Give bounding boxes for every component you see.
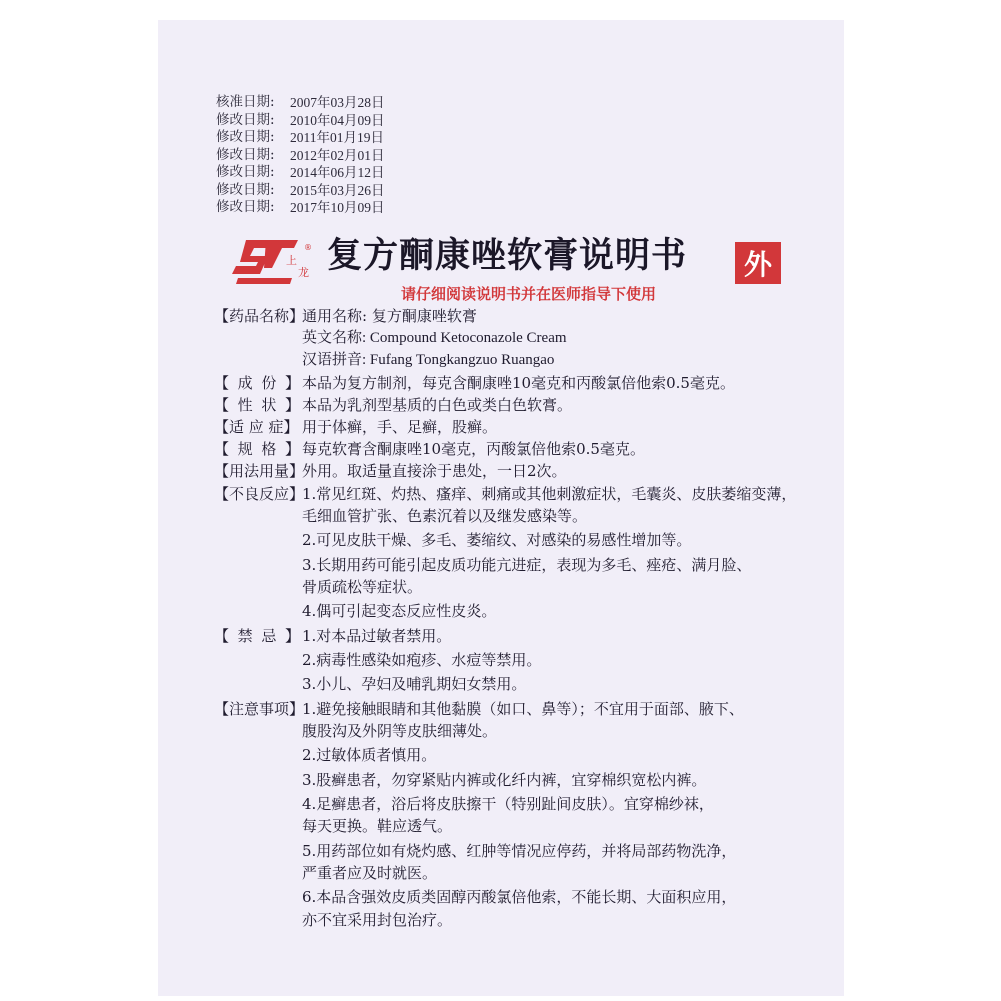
section-contraindications: [214, 625, 814, 698]
section-composition: [214, 372, 814, 394]
indications-text: 用于体癣，手、足癣，股癣。: [302, 418, 498, 437]
svg-text:上: 上: [286, 254, 297, 267]
svg-text:龙: 龙: [298, 266, 309, 279]
date-value: 2010年04月09日: [290, 112, 385, 128]
section-label: 【不良反应】: [214, 484, 305, 503]
section-label: 【 禁 忌 】: [214, 626, 300, 645]
date-value: 2011年01月19日: [290, 130, 384, 145]
date-label: 修改日期:: [216, 146, 275, 163]
generic-name: 通用名称: 复方酮康唑软膏: [302, 307, 477, 325]
document-title: 复方酮康唑软膏说明书: [327, 236, 688, 276]
section-indications: [214, 416, 814, 438]
date-label: 修改日期:: [216, 199, 275, 215]
date-label: 修改日期:: [216, 164, 275, 180]
specification-text: 每克软膏含酮康唑10毫克，丙酸氯倍他索0.5毫克。: [302, 440, 645, 459]
section-label: 【 规 格 】: [214, 440, 300, 459]
section-dosage: [214, 460, 814, 482]
date-row: [216, 199, 385, 217]
date-row: [216, 112, 385, 130]
date-label: 修改日期:: [216, 129, 275, 145]
date-label: 修改日期:: [216, 111, 275, 128]
date-value: 2007年03月28日: [290, 95, 385, 110]
section-label: 【 性 状 】: [214, 395, 300, 414]
section-description: [214, 394, 814, 416]
list-item: 1.常见红斑、灼热、瘙痒、刺痛或其他刺激症状，毛囊炎、皮肤萎缩变薄， 毛细血管扩张、色素沉着以及继发感染等。: [302, 484, 797, 525]
list-item: 1.避免接触眼睛和其他黏膜（如口、鼻等）；不宜用于面部、腋下、 腹股沟及外阴等皮肤细薄处。: [302, 699, 744, 740]
date-row: [216, 147, 385, 165]
section-label: 【适 应 症】: [214, 418, 299, 437]
date-label: 修改日期:: [216, 181, 275, 198]
list-item: 1.对本品过敏者禁用。: [302, 626, 452, 645]
list-item: 3.小儿、孕妇及哺乳期妇女禁用。: [302, 675, 527, 694]
description-text: 本品为乳剂型基质的白色或类白色软膏。: [302, 395, 573, 414]
date-row: [216, 94, 385, 112]
section-label: 【注意事项】: [214, 699, 305, 718]
section-label: 【用法用量】: [214, 462, 305, 481]
list-item: 2.病毒性感染如疱疹、水痘等禁用。: [302, 650, 542, 669]
dosage-text: 外用。取适量直接涂于患处，一日2次。: [302, 462, 567, 481]
date-label: 核准日期:: [216, 94, 275, 110]
list-item: 2.过敏体质者慎用。: [302, 746, 437, 765]
svg-text:®: ®: [304, 243, 312, 252]
section-adverse-reactions: [214, 483, 814, 625]
section-label: 【 成 份 】: [214, 373, 300, 392]
pinyin-name: 汉语拼音: Fufang Tongkangzuo Ruangao: [302, 352, 555, 369]
date-row: [216, 129, 385, 147]
list-item: 6.本品含强效皮质类固醇丙酸氯倍他索，不能长期、大面积应用， 亦不宜采用封包治疗。: [302, 888, 737, 929]
english-name: 英文名称: Compound Ketoconazole Cream: [302, 330, 567, 347]
section-specification: [214, 438, 814, 460]
date-row: [216, 164, 385, 182]
list-item: 3.股癣患者，勿穿紧贴内裤或化纤内裤，宜穿棉织宽松内裤。: [302, 770, 707, 789]
brand-logo-icon: [232, 238, 318, 288]
list-item: 2.可见皮肤干燥、多毛、萎缩纹、对感染的易感性增加等。: [302, 531, 692, 550]
section-drug-name: [214, 305, 814, 372]
list-item: 4.足癣患者，浴后将皮肤擦干（特别趾间皮肤）。宜穿棉纱袜， 每天更换。鞋应透气。: [302, 795, 714, 836]
date-row: [216, 182, 385, 200]
date-value: 2015年03月26日: [290, 182, 385, 198]
section-precautions: [214, 698, 814, 933]
external-use-badge: 外: [735, 242, 781, 284]
composition-text: 本品为复方制剂，每克含酮康唑10毫克和丙酸氯倍他索0.5毫克。: [302, 373, 735, 392]
date-value: 2012年02月01日: [290, 147, 385, 163]
list-item: 3.长期用药可能引起皮质功能亢进症，表现为多毛、痤疮、满月脸、 骨质疏松等症状。: [302, 555, 752, 596]
approval-dates: [216, 94, 385, 217]
date-value: 2017年10月09日: [290, 200, 385, 215]
section-label: 【药品名称】: [214, 307, 305, 325]
list-item: 4.偶可引起变态反应性皮炎。: [302, 602, 497, 621]
date-value: 2014年06月12日: [290, 165, 385, 180]
leaflet-body: [214, 305, 814, 933]
usage-notice: 请仔细阅读说明书并在医师指导下使用: [401, 285, 657, 303]
list-item: 5.用药部位如有烧灼感、红肿等情况应停药，并将局部药物洗净， 严重者应及时就医。: [302, 841, 737, 882]
